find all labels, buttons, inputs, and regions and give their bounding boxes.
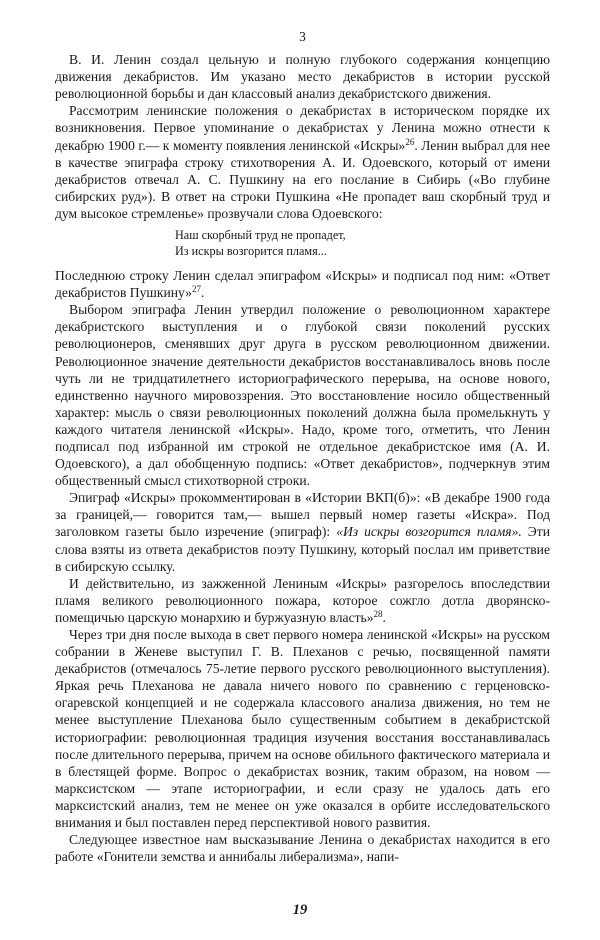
paragraph-8 [55, 831, 550, 865]
paragraph-2 [55, 102, 550, 222]
paragraph-text: . [382, 609, 386, 625]
verse-line-2: Из искры возгорится пламя... [175, 243, 327, 258]
page-number: 19 [292, 902, 308, 918]
paragraph-text: В. И. Ленин создал цельную и полную глубокого содержания концепцию движения декабристов. Им указано место декабристов в истории русской революционной борьбы и дан классовый анализ декабристского движения. [55, 52, 550, 102]
footnote-ref-27[interactable]: 27 [191, 284, 201, 295]
paragraph-text: Эпиграф «Искры» прокомментирован в «Истории ВКП(б)»: «В декабре 1900 года за границей,— говорится там,— вышел первый номер газеты «Искра». Под заголовком газеты было изречение (эпиграф): [55, 490, 550, 540]
footnote-ref-28[interactable]: 28 [373, 608, 383, 619]
verse-quote [175, 228, 550, 259]
paragraph-3 [55, 267, 550, 301]
paragraph-5 [55, 489, 550, 574]
paragraph-text: Через три дня после выхода в свет первого номера ленинской «Искры» на русском собрании в Женеве выступил Г. В. Плеханов с речью, посвященной памяти декабристов (отмечалось 75-летие первого русского революционного выступления). Яркая речь Плеханова не давала ничего нового по сравнению с герценовско-огаревской концепцией и не содержала классового анализа движения, но тем не менее выступление Плеханова было существенным событием в декабристской историографии: революционная традиция изучения восстания восстанавливалась после длительного перерыва, причем на основе обильного фактического материала и в блестящей форме. Вопрос о декабристах возник, таким образом, на новом — марксистском — этапе историографии, и если сразу не удалось дать его марксистский анализ, тем не менее он уже оказался в орбите исследовательского внимания и был поставлен перед перспективой нового развития. [55, 627, 550, 831]
paragraph-text: Эти слова взяты из ответа декабристов поэту Пушкину, который послал им приветствие в сибирскую ссылку. [55, 524, 550, 574]
paragraph-text: И действительно, из зажженной Лениным «Искры» разгорелось впоследствии пламя великого революционного пожара, которое сожгло дотла дворянско-помещичью царскую монархию и буржуазную власть» [55, 575, 550, 625]
section-number: 3 [299, 29, 306, 44]
paragraph-4 [55, 301, 550, 489]
paragraph-1 [55, 51, 550, 102]
verse-line-1: Наш скорбный труд не пропадет, [175, 228, 346, 243]
paragraph-7 [55, 626, 550, 831]
paragraph-text: Последнюю строку Ленин сделал эпиграфом «Искры» и подписал под ним: «Ответ декабристов Пушкину» [55, 268, 550, 301]
footnote-ref-26[interactable]: 26 [405, 136, 415, 147]
paragraph-text: . [200, 285, 205, 301]
paragraph-text: Выбором эпиграфа Ленин утвердил положение о революционном характере декабристского выступления и о глубокой связи поколений русских революционеров, сменявших друг друга в русском революционном движении. Революционное значение деятельности декабристов восстанавливалось вновь после чуть ли не тридцатилетнего историографического перерыва, на основе нового, единственно научного мировоззрения. Это восстановление носило общественный характер: мысль о связи революционных поколений должна была промелькнуть у каждого читателя ленинской «Искры». Надо, кроме того, отметить, что Ленин подписал под избранной им строкой не отдельное декабристское имя (А. И. Одоевского), а дал обобщенную подпись: «Ответ декабристов», подчеркнув этим общественный смысл стихотворной строки. [55, 302, 550, 489]
paragraph-6 [55, 575, 550, 626]
epigraph-quote: «Из искры возгорится пламя». [336, 524, 522, 540]
paragraph-text: Рассмотрим ленинские положения о декабристах в историческом порядке их возникновения. Первое упоминание о декабристах у Ленина можно отнести к декабрю 1900 г.— к моменту появления ленинской «Искры» [55, 103, 550, 153]
paragraph-text: . Ленин выбрал для нее в качестве эпиграфа строку стихотворения А. И. Одоевского, который от имени декабристов отвечал А. С. Пушкину на его послание в Сибирь («Во глубине сибирских руд»). В ответ на строки Пушкина «Не пропадет ваш скорбный труд и дум высокое стремленье» прозвучали слова Одоевского: [55, 137, 550, 221]
paragraph-text: Следующее известное нам высказывание Ленина о декабристах находится в его работе «Гонители земства и аннибалы либерализма», напи- [55, 832, 550, 865]
